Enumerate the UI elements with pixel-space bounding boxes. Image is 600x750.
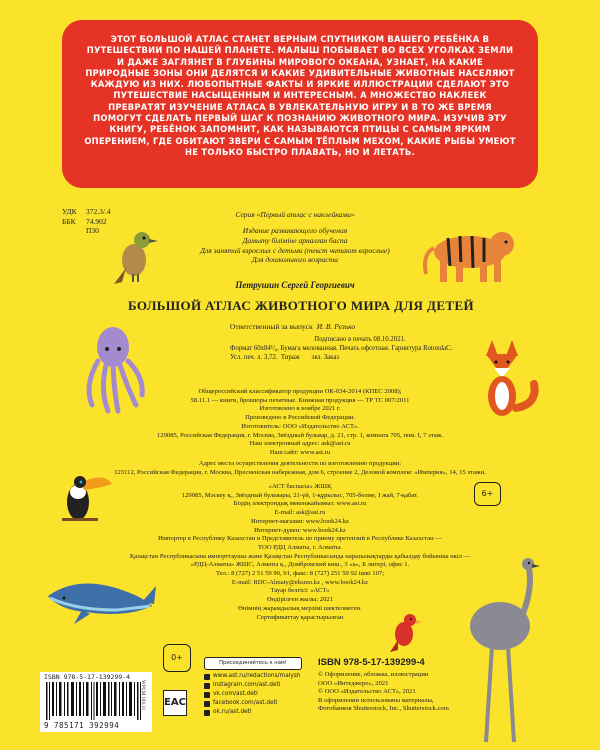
tiger-icon xyxy=(418,218,518,288)
annotation-text: ЭТОТ БОЛЬШОЙ АТЛАС СТАНЕТ ВЕРНЫМ СПУТНИКОМ ВАШЕГО РЕБЁНКА В ПУТЕШЕСТВИИ ПО НАШЕЙ ПЛАНЕТЕ. МАЛЫШ ПОБЫВАЕТ ВО ВСЕХ УГОЛКАХ ЗЕМЛИ И ДАЖЕ ЗАГЛЯНЕТ В ГЛУБИНЫ МИРОВОГО ОКЕАНА, УЗНАЕТ, НА КАКИЕ ПРИРОДНЫЕ ЗОНЫ ОНИ ДЕЛЯТСЯ И КАКИЕ УДИВИТЕЛЬНЫЕ ЖИВОТНЫЕ НАСЕЛЯЮТ КАЖДУЮ ИЗ НИХ. ЛЮБОПЫТНЫЕ ФАКТЫ И ЯРКИЕ ИЛЛЮСТРАЦИИ СДЕЛАЮТ ЭТО ПУТЕШЕСТВИЕ НАСЫЩЕННЫМ И ИНТЕРЕСНЫМ. А МНОЖЕСТВО НАКЛЕЕК ПРЕВРАТЯТ ИЗУЧЕНИЕ АТЛАСА В УВЛЕКАТЕЛЬНУЮ ИГРУ И В ТО ЖЕ ВРЕМЯ ПОМОГУТ СДЕЛАТЬ ПЕРВЫЙ ШАГ К ПОЗНАНИЮ ЖИВОТНОГО МИРА. ИЗУЧИВ ЭТУ КНИГУ, РЕБЁНОК ЗАПОМНИТ, КАК НАЗЫВАЮТСЯ ПТИЦЫ С САМЫМ ЯРКИМ ОПЕРЕНИЕМ, ГДЕ ОБИТАЮТ ЗВЕРИ С САМЫМ ТЁПЛЫМ МЕХОМ, КАКИЕ РЫБЫ УМЕЮТ НЕ ТОЛЬКО БЫСТРО ПЛАВАТЬ, НО И ЛЕТАТЬ. xyxy=(84,34,516,157)
vk-icon xyxy=(204,692,210,698)
bbk-row: ББК 74.902 xyxy=(62,216,107,226)
social-link-instagram[interactable]: instagram.com/ast.deti xyxy=(204,681,301,690)
fox-icon xyxy=(472,334,542,424)
series-name: Серия «Первый атлас с наклейками» xyxy=(235,210,355,219)
octopus-icon xyxy=(78,325,148,415)
bird-icon xyxy=(112,226,160,286)
annotation-box xyxy=(62,20,538,188)
facebook-icon xyxy=(204,701,210,707)
join-us-label: Присоединяйтесь к нам! xyxy=(204,657,302,670)
barcode-number: 9 785171 392994 xyxy=(44,721,120,730)
barcode-isbn: ISBN 978-5-17-139299-4 xyxy=(44,673,131,681)
social-link-ok[interactable]: ok.ru/ast.deti xyxy=(204,708,301,717)
whale-icon xyxy=(46,566,158,634)
production-address: Адрес места осуществления деятельности по изготовлению продукции: 123112, Российская Федерация, г. Москва, Пресненская набережная, дом 6, строение 2, Деловой комплекс «Империя», 14, 15 этажи. xyxy=(114,460,486,476)
barcode-side-code: WPCM 183.11 xyxy=(140,680,145,711)
isbn: ISBN 978-5-17-139299-4 xyxy=(318,657,425,668)
age-rating-badge: 6+ xyxy=(474,482,501,506)
print-details: Подписано в печать 08.10.2021. Формат 60x84¹/₈. Бумага мелованная. Печать офсетная. Гарнитура RotondaC. Усл. печ. л. 3,72. Тираж экз. Заказ xyxy=(230,336,453,361)
udk-row: УДК 372.3/.4 xyxy=(62,207,111,216)
social-link-vk[interactable]: vk.com/ast.deti xyxy=(204,690,301,699)
barcode-icon xyxy=(46,682,142,720)
eac-mark: EAC xyxy=(163,690,187,716)
ok-icon xyxy=(204,710,210,716)
manufacturer-info: Общероссийский классификатор продукции ОК-034-2014 (КПЕС 2008); 58.11.1 — книги, брошюры печатные. Книжная продукция — ТР ТС 007/2011 Изготовлено в ноябре 2021 г. Произведено в Российской Федерации. Изготовитель: ООО «Издательство АСТ». 129085, Российская Федерация, г. Москва, Звёздный бульвар, д. 21, стр. 1, комната 705, пом. I, 7 этаж. Наш электронный адрес: ask@ast.ru Наш сайт: www.ast.ru xyxy=(157,388,443,456)
emu-icon xyxy=(460,556,540,746)
globe-icon xyxy=(204,674,210,680)
copyright-notes: © Оформление, обложка, иллюстрации ООО «Интеджеро», 2021 © ООО «Издательство АСТ», 2021 В оформлении использованы материалы, Фотобанков Shutterstock, Inc., Shutterstock.com xyxy=(318,671,449,712)
classification-codes xyxy=(62,207,111,236)
social-link-facebook[interactable]: facebook.com/ast.deti xyxy=(204,699,301,708)
age-badge-zero: 0+ xyxy=(163,644,191,672)
edition-notes: Издание развивающего обучения Дамыту бiлiмiне арналған баспа Для занятий взрослых с детьми (текст читают взрослые) Для дошкольного возраста xyxy=(200,226,390,265)
cardinal-icon xyxy=(388,610,424,654)
social-link-site[interactable]: www.ast.ru/redactions/malysh xyxy=(204,672,301,681)
instagram-icon xyxy=(204,683,210,689)
book-title: БОЛЬШОЙ АТЛАС ЖИВОТНОГО МИРА ДЛЯ ДЕТЕЙ xyxy=(127,298,475,313)
author-mark-row: П30 xyxy=(86,226,99,235)
toucan-icon xyxy=(58,466,114,530)
responsible-editor: Ответственный за выпуск И. В. Резько xyxy=(230,322,356,331)
kazakh-imprint: «АСТ баспасы» ЖШҚ 129085, Мәскеу қ., Звёздный бульвары, 21-үй, 1-құрылыс, 705-бөлме, I жай, 7-қабат. Біздің электрондық мекенжайымыз: www.ast.ru E-mail: ask@ast.ru Интернет-магазин: www.book24.kz Интернет-дүкен: www.book24.kz Импортер в Республику Казахстан и Представитель по приему претензий в Республике Казахстан — ТОО РДЦ Алматы, г. Алматы. Қазақстан Республикасына импорттаушы және Қазақстан Республикасында наразылықтарды қабылдау бойынша өкіл — «РДЦ-Алматы» ЖШС, Алматы қ., Домбровский көш., 3 «а», Б литері, офис 1. Тел.: 8 (727) 2 51 59 90, 91, факс: 8 (727) 251 59 92 ішкі 107; E-mail: RDC-Almaty@eksmo.kz , www.book24.kz Тауар белгісі: «АСТ» Өндірілген жылы: 2021 Өнімнің жарамдылық мерзімі шектелмеген. Сертификаттау қарастырылған xyxy=(129,483,471,621)
author-name: Петрушин Сергей Георгиевич xyxy=(235,280,355,290)
social-links xyxy=(204,672,301,717)
